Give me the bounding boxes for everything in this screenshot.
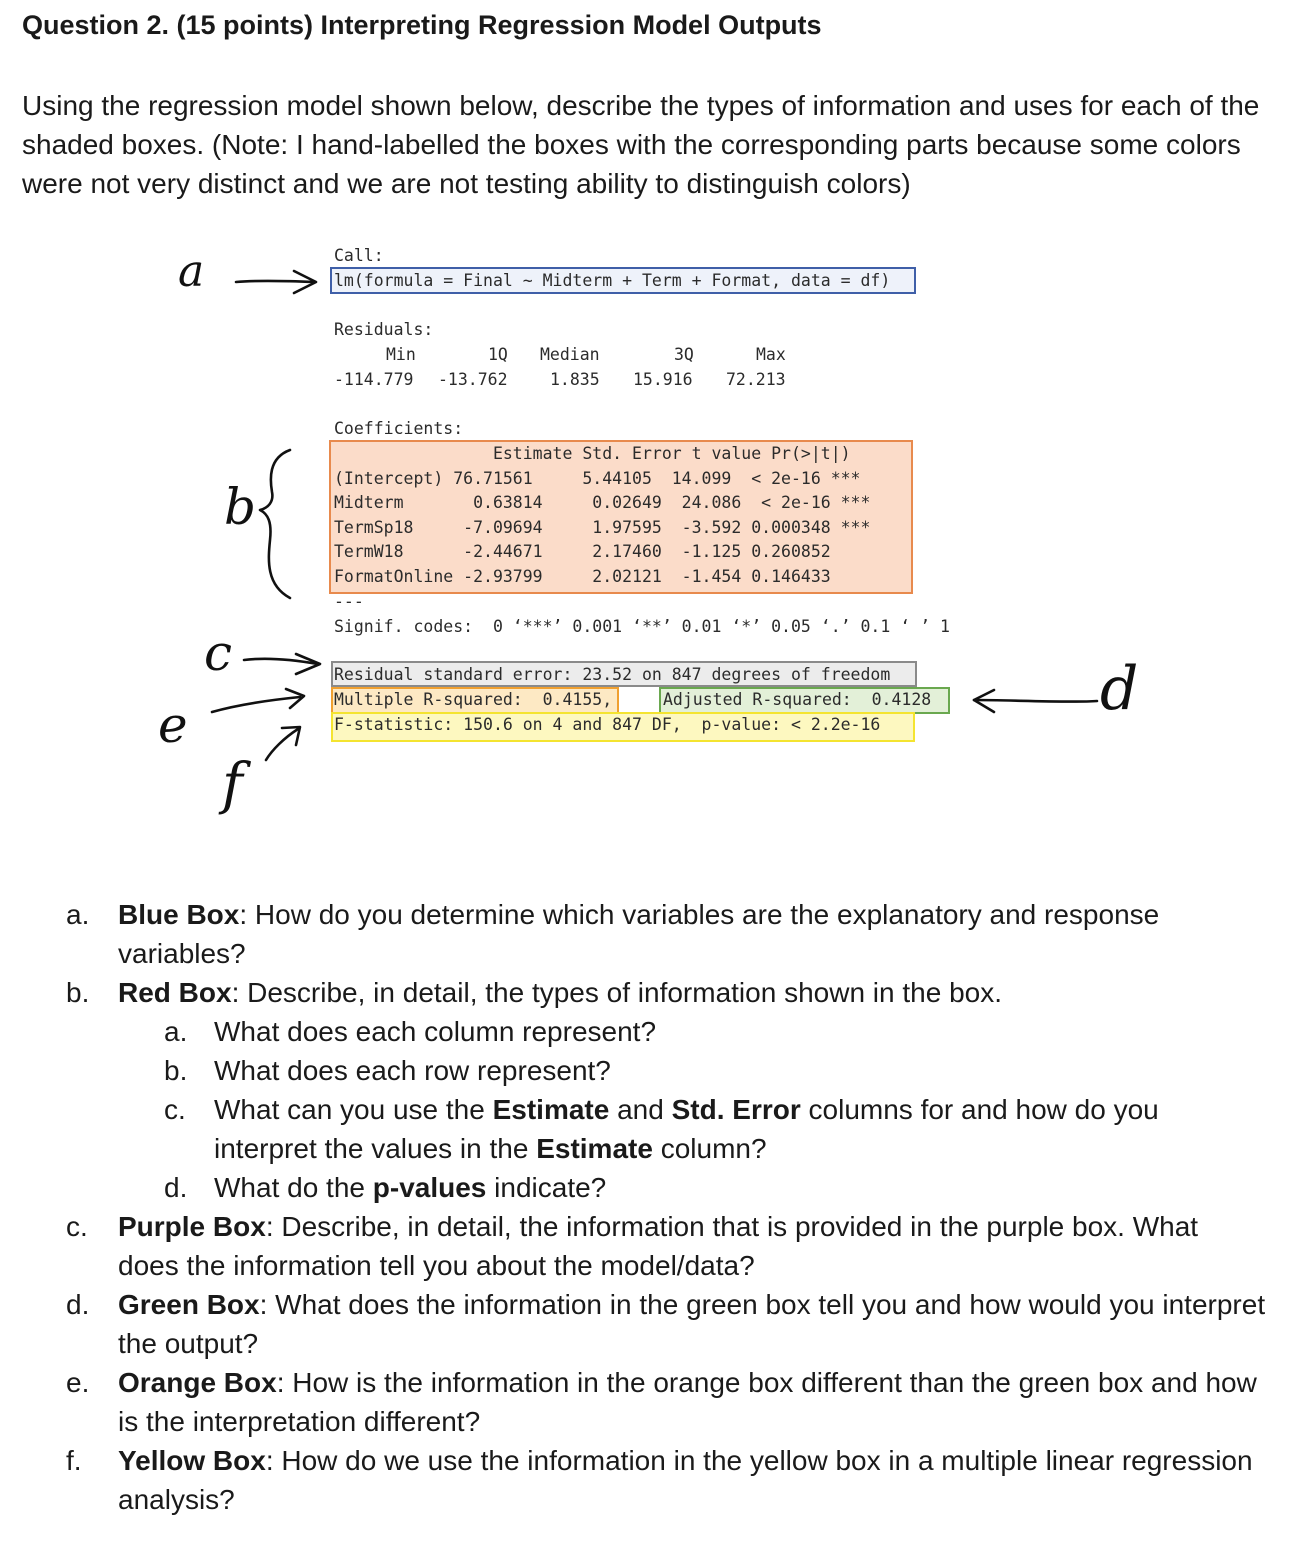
residual-header: 1Q <box>488 345 508 364</box>
subquestion-label: d. <box>164 1172 188 1203</box>
hand-label-a: a <box>178 246 205 297</box>
hand-label-d: d <box>1100 654 1139 724</box>
question-item-c <box>66 1207 1266 1285</box>
hand-label-b: b <box>224 478 257 536</box>
residual-header: Max <box>756 345 786 364</box>
coef-row: Midterm 0.63814 0.02649 24.086 < 2e-16 *** <box>334 493 871 512</box>
question-text: : What does the information in the green box tell you and how would you interpret the output? <box>118 1289 1266 1359</box>
question-label: d. <box>66 1289 90 1320</box>
question-label: f. <box>66 1445 82 1476</box>
coef-row: TermSp18 -7.09694 1.97595 -3.592 0.000348 *** <box>334 518 871 537</box>
question-intro: Using the regression model shown below, describe the types of information and uses for each of the shaded boxes. (Note: I hand-labelled the boxes with the corresponding parts because some colors were not very distinct and we are not testing ability to distinguish colors) <box>22 90 1260 199</box>
question-box-name: Green Box <box>118 1289 260 1320</box>
question-item-f <box>66 1441 1266 1519</box>
subquestion-c <box>66 1090 1266 1168</box>
hand-label-f: f <box>222 752 243 817</box>
subquestion-text: and <box>609 1094 672 1125</box>
signif-codes: Signif. codes: 0 ‘***’ 0.001 ‘**’ 0.01 ‘*’ 0.05 ‘.’ 0.1 ‘ ’ 1 <box>334 617 950 636</box>
separator: --- <box>334 592 364 611</box>
question-box-name: Orange Box <box>118 1367 277 1398</box>
coef-row: (Intercept) 76.71561 5.44105 14.099 < 2e-16 *** <box>334 469 861 488</box>
subquestion-d <box>66 1168 1266 1207</box>
coef-row: FormatOnline -2.93799 2.02121 -1.454 0.146433 <box>334 567 831 586</box>
residual-standard-error: Residual standard error: 23.52 on 847 degrees of freedom <box>334 665 891 684</box>
question-title: Question 2. (15 points) Interpreting Regression Model Outputs <box>22 10 822 40</box>
hand-label-c: c <box>204 624 233 682</box>
question-box-name: Yellow Box <box>118 1445 266 1476</box>
coefficients-label: Coefficients: <box>334 419 464 438</box>
residual-value: 15.916 <box>633 370 693 389</box>
question-box-name: Blue Box <box>118 899 240 930</box>
subquestion-text: columns for and how do you interpret the values in the <box>214 1094 1159 1164</box>
call-formula: lm(formula = Final ~ Midterm + Term + Format, data = df) <box>334 271 891 290</box>
question-label: c. <box>66 1211 88 1242</box>
residual-header: Min <box>386 345 416 364</box>
question-item-b <box>66 973 1266 1012</box>
subquestion-a <box>66 1012 1266 1051</box>
f-statistic: F-statistic: 150.6 on 4 and 847 DF, p-value: < 2.2e-16 <box>334 715 881 734</box>
subquestion-bold: Estimate <box>536 1133 653 1164</box>
arrow-a-shaft <box>236 281 315 282</box>
subquestion-text: What does each row represent? <box>214 1055 611 1086</box>
subquestion-text: column? <box>652 1133 767 1164</box>
question-text: : How is the information in the orange box different than the green box and how is the interpretation different? <box>118 1367 1257 1437</box>
residual-value: 72.213 <box>726 370 786 389</box>
subquestion-text: What can you use the <box>214 1094 493 1125</box>
coef-header: Estimate Std. Error t value Pr(>|t|) <box>334 444 851 463</box>
subquestion-bold: Estimate <box>492 1094 610 1125</box>
question-list <box>66 895 1266 1519</box>
multiple-r-squared: Multiple R-squared: 0.4155, <box>334 690 613 709</box>
question-text: : Describe, in detail, the types of information shown in the box. <box>231 977 1002 1008</box>
subquestion-text: What does each column represent? <box>214 1016 657 1047</box>
question-text: : How do you determine which variables are the explanatory and response variables? <box>118 899 1160 969</box>
coef-row: TermW18 -2.44671 2.17460 -1.125 0.260852 <box>334 542 831 561</box>
question-label: e. <box>66 1367 90 1398</box>
subquestion-b <box>66 1051 1266 1090</box>
residual-value: -114.779 <box>334 370 414 389</box>
question-box-name: Red Box <box>118 977 232 1008</box>
question-item-d <box>66 1285 1266 1363</box>
hand-label-e: e <box>158 696 188 754</box>
question-label: a. <box>66 899 90 930</box>
residual-value: 1.835 <box>550 370 600 389</box>
subquestion-bold: Std. Error <box>671 1094 801 1125</box>
question-box-name: Purple Box <box>118 1211 266 1242</box>
subquestion-bold: p-values <box>372 1172 487 1203</box>
question-item-a <box>66 895 1266 973</box>
adjusted-r-squared: Adjusted R-squared: 0.4128 <box>663 690 932 709</box>
residual-header: Median <box>540 345 600 364</box>
subquestion-text: indicate? <box>486 1172 607 1203</box>
question-text: : How do we use the information in the yellow box in a multiple linear regression analysis? <box>118 1445 1253 1515</box>
arrow-d-shaft <box>974 700 1097 702</box>
question-item-e <box>66 1363 1266 1441</box>
subquestion-label: b. <box>164 1055 188 1086</box>
call-label: Call: <box>334 246 384 265</box>
residual-header: 3Q <box>674 345 694 364</box>
question-text: : Describe, in detail, the information that is provided in the purple box. What does the information tell you about the model/data? <box>118 1211 1199 1281</box>
residuals-label: Residuals: <box>334 320 434 339</box>
subquestion-label: c. <box>164 1094 186 1125</box>
brace-b <box>260 450 290 598</box>
arrow-e-shaft <box>212 697 300 712</box>
question-label: b. <box>66 977 90 1008</box>
residual-value: -13.762 <box>438 370 508 389</box>
subquestion-text: What do the <box>214 1172 373 1203</box>
subquestion-label: a. <box>164 1016 188 1047</box>
arrow-f-shaft <box>266 729 298 760</box>
